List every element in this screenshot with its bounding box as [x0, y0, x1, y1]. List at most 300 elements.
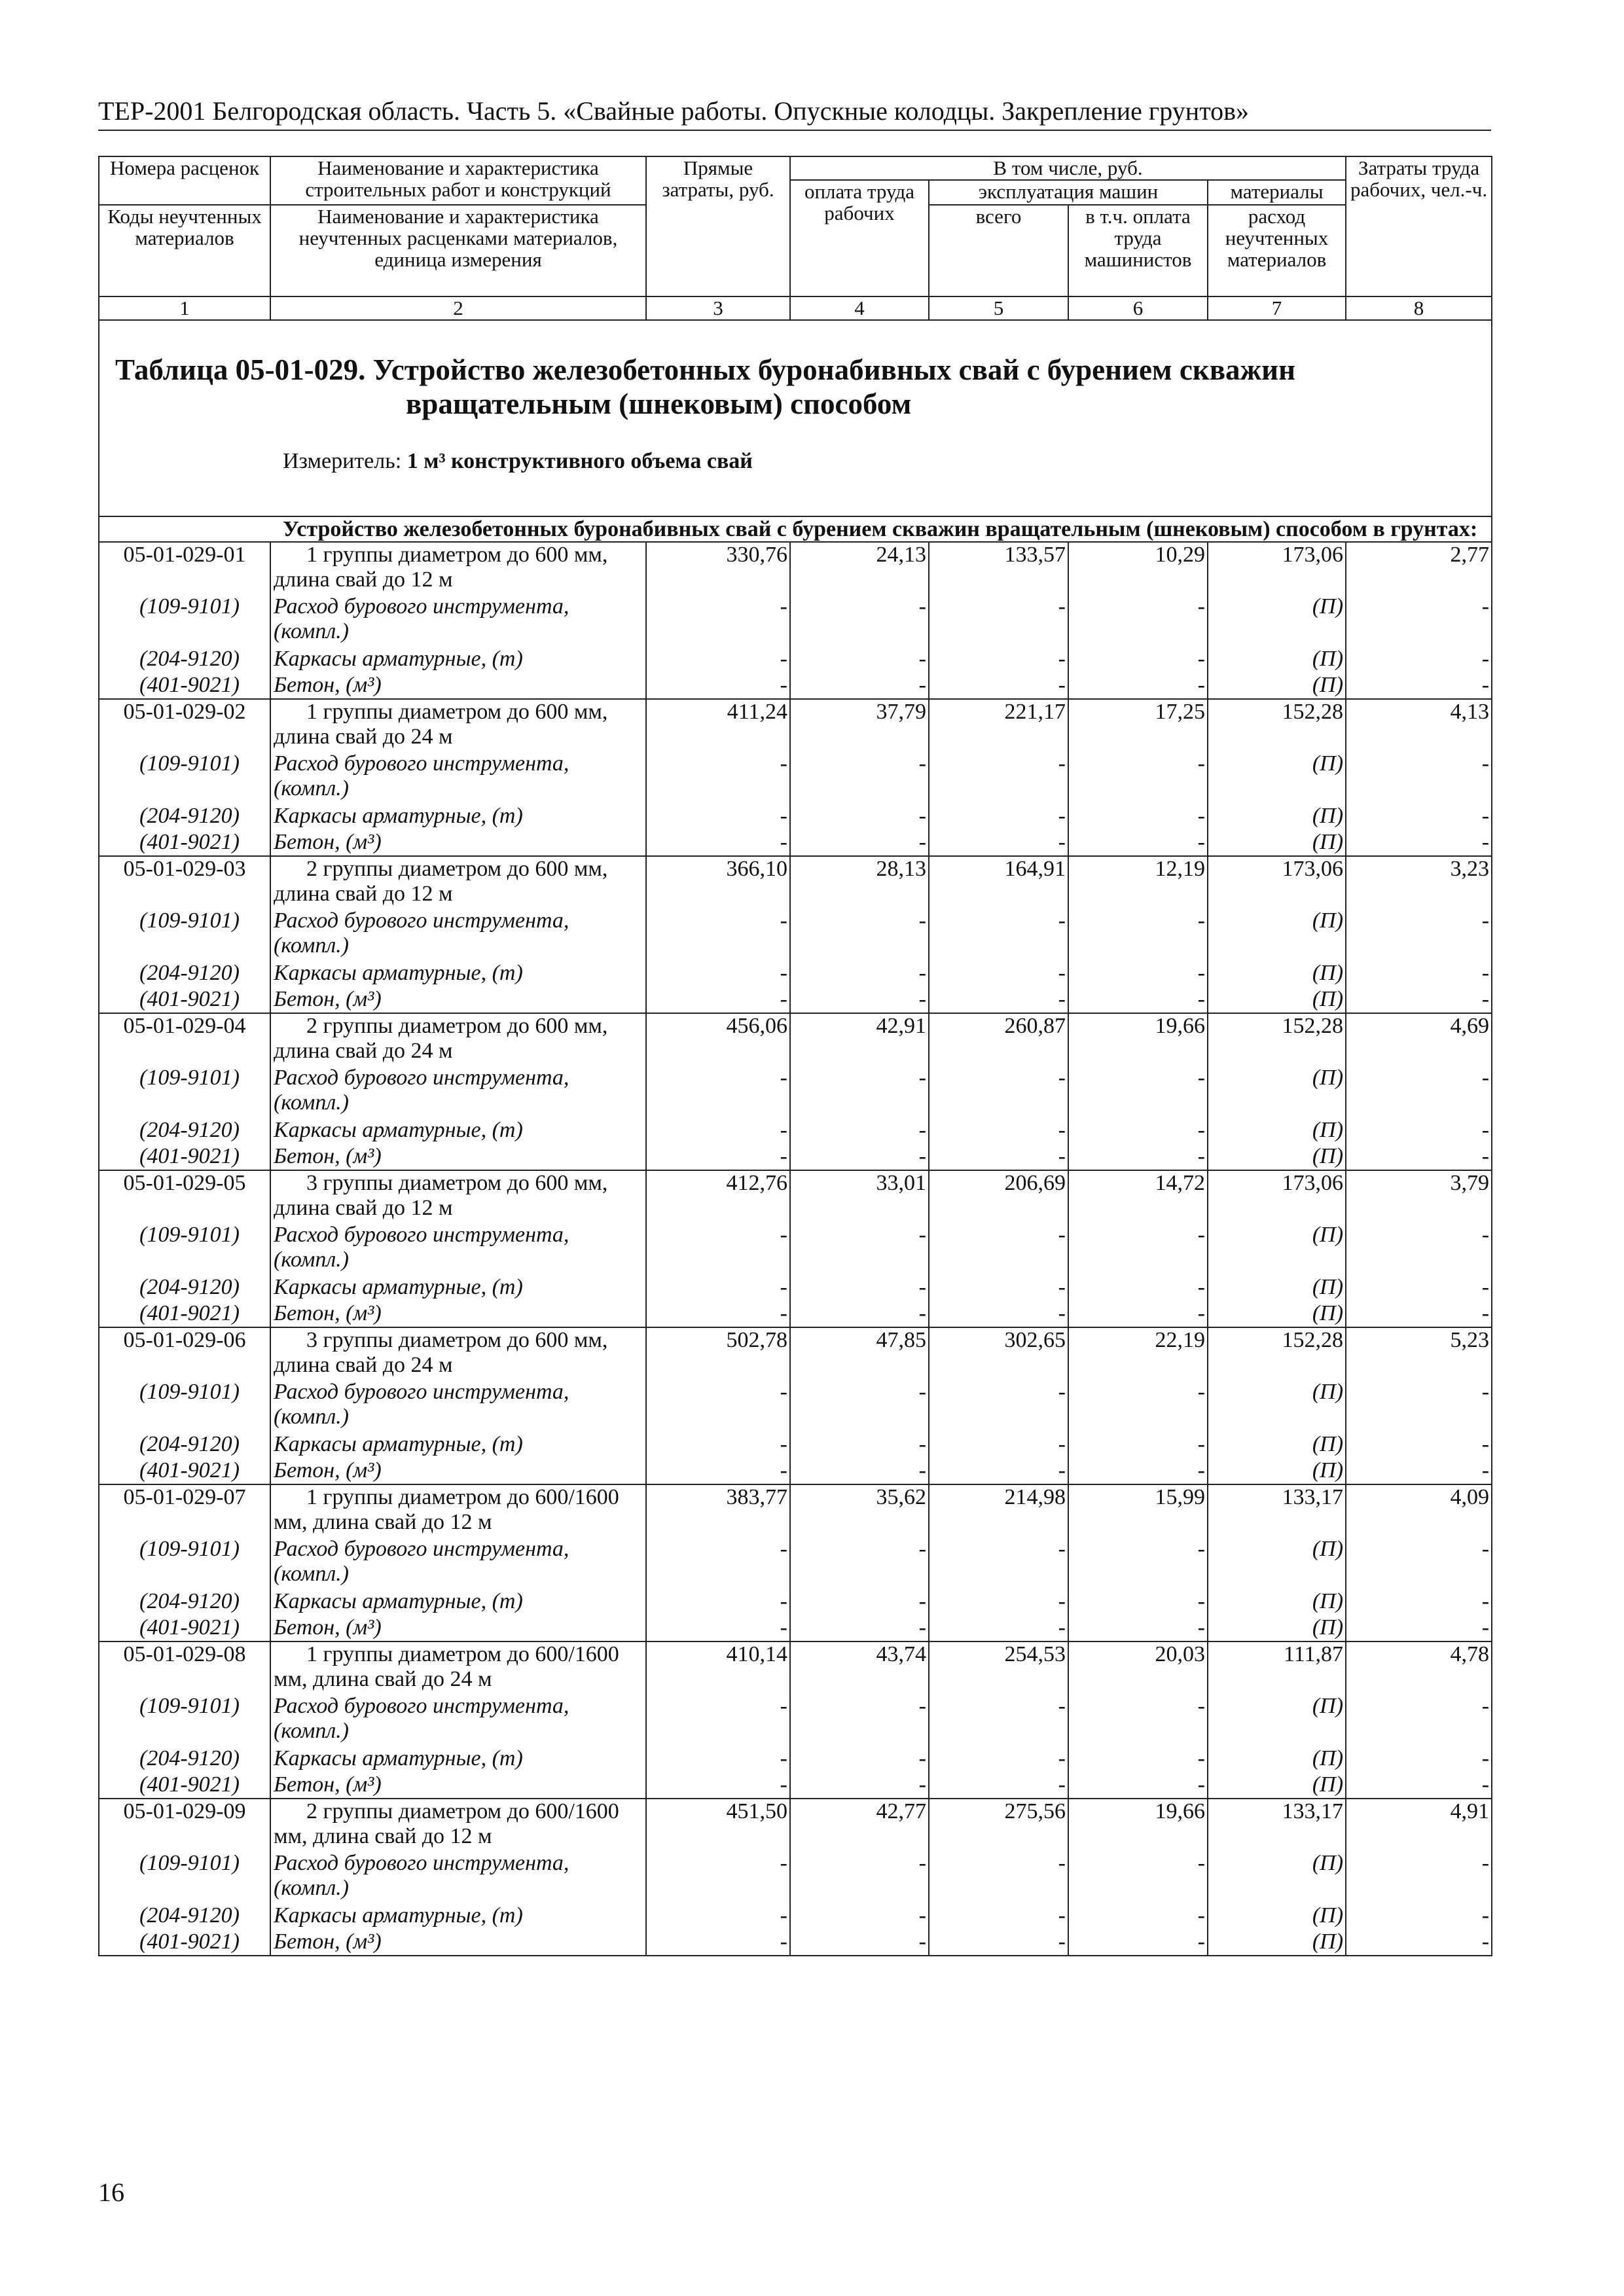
material-row	[99, 1903, 1492, 1929]
material-row	[99, 1066, 1492, 1118]
col8-header: Затраты труда рабочих, чел.-ч.	[1346, 156, 1492, 296]
material-name: Бетон, (м³)	[270, 830, 646, 856]
dash-value: -	[1346, 751, 1492, 804]
dash-value: -	[646, 1118, 790, 1144]
dash-value: -	[929, 1458, 1068, 1484]
material-code: (401-9021)	[99, 1144, 270, 1170]
dash-value: -	[929, 1066, 1068, 1118]
unaccounted-material-mark: (П)	[1208, 1746, 1346, 1772]
material-row	[99, 1301, 1492, 1327]
unaccounted-material-mark: (П)	[1208, 1223, 1346, 1275]
column-number: 4	[790, 296, 929, 320]
value-c3: 502,78	[646, 1327, 790, 1380]
value-c8: 4,69	[1346, 1013, 1492, 1066]
unaccounted-material-mark: (П)	[1208, 1694, 1346, 1746]
unaccounted-material-mark: (П)	[1208, 830, 1346, 856]
material-code: (401-9021)	[99, 987, 270, 1013]
material-code: (109-9101)	[99, 594, 270, 647]
dash-value: -	[1346, 673, 1492, 699]
dash-value: -	[1346, 647, 1492, 673]
col6-header: в т.ч. оплата труда машинистов	[1068, 205, 1208, 296]
dash-value: -	[1346, 1144, 1492, 1170]
dash-value: -	[646, 1537, 790, 1589]
col2-bottom-header: Наименование и характеристика неучтенных расценками материалов, единица измерения	[270, 205, 646, 296]
dash-value: -	[646, 1458, 790, 1484]
value-c4: 47,85	[790, 1327, 929, 1380]
material-row	[99, 987, 1492, 1013]
work-name: 2 группы диаметром до 600 мм, длина свай до 24 м	[270, 1013, 646, 1066]
value-c8: 5,23	[1346, 1327, 1492, 1380]
work-name: 1 группы диаметром до 600 мм, длина свай до 24 м	[270, 699, 646, 751]
material-name: Расход бурового инструмента, (компл.)	[270, 1537, 646, 1589]
dash-value: -	[790, 594, 929, 647]
dash-value: -	[646, 1929, 790, 1956]
dash-value: -	[929, 1851, 1068, 1903]
table-title: Таблица 05-01-029. Устройство железобетонных буронабивных свай с бурением скважин вращательным (шнековым) способом	[115, 353, 1296, 420]
unaccounted-material-mark: (П)	[1208, 751, 1346, 804]
dash-value: -	[1346, 1615, 1492, 1641]
work-name: 1 группы диаметром до 600 мм, длина свай до 12 м	[270, 542, 646, 594]
dash-value: -	[646, 1275, 790, 1301]
material-code: (109-9101)	[99, 1694, 270, 1746]
material-code: (204-9120)	[99, 647, 270, 673]
column-number: 3	[646, 296, 790, 320]
unaccounted-material-mark: (П)	[1208, 1118, 1346, 1144]
value-c5: 214,98	[929, 1484, 1068, 1537]
dash-value: -	[1068, 1223, 1208, 1275]
dash-value: -	[929, 1301, 1068, 1327]
dash-value: -	[790, 1694, 929, 1746]
value-c6: 19,66	[1068, 1799, 1208, 1851]
material-code: (401-9021)	[99, 830, 270, 856]
dash-value: -	[790, 1772, 929, 1799]
value-c4: 42,91	[790, 1013, 929, 1066]
dash-value: -	[1068, 647, 1208, 673]
dash-value: -	[790, 830, 929, 856]
unaccounted-material-mark: (П)	[1208, 1615, 1346, 1641]
dash-value: -	[929, 647, 1068, 673]
material-code: (401-9021)	[99, 673, 270, 699]
material-row	[99, 1144, 1492, 1170]
material-code: (204-9120)	[99, 1275, 270, 1301]
material-row	[99, 1929, 1492, 1956]
dash-value: -	[1068, 1615, 1208, 1641]
work-name: 2 группы диаметром до 600 мм, длина свай до 12 м	[270, 856, 646, 908]
page-number: 16	[98, 2178, 124, 2207]
dash-value: -	[929, 1537, 1068, 1589]
material-row	[99, 673, 1492, 699]
dash-value: -	[646, 1615, 790, 1641]
rate-code: 05-01-029-06	[99, 1327, 270, 1380]
material-row	[99, 961, 1492, 987]
dash-value: -	[790, 1458, 929, 1484]
material-name: Каркасы арматурные, (т)	[270, 1903, 646, 1929]
dash-value: -	[929, 1118, 1068, 1144]
unaccounted-material-mark: (П)	[1208, 647, 1346, 673]
material-row	[99, 1694, 1492, 1746]
dash-value: -	[1068, 1458, 1208, 1484]
value-c3: 366,10	[646, 856, 790, 908]
value-c5: 206,69	[929, 1170, 1068, 1223]
dash-value: -	[790, 1746, 929, 1772]
material-row	[99, 1772, 1492, 1799]
dash-value: -	[646, 673, 790, 699]
value-c4: 42,77	[790, 1799, 929, 1851]
material-name: Бетон, (м³)	[270, 1301, 646, 1327]
value-c4: 33,01	[790, 1170, 929, 1223]
value-c7: 173,06	[1208, 542, 1346, 594]
dash-value: -	[1346, 1537, 1492, 1589]
dash-value: -	[929, 908, 1068, 961]
dash-value: -	[929, 1694, 1068, 1746]
material-row	[99, 1589, 1492, 1615]
dash-value: -	[646, 961, 790, 987]
dash-value: -	[1346, 804, 1492, 830]
material-row	[99, 1223, 1492, 1275]
materials-header: материалы	[1208, 180, 1346, 205]
dash-value: -	[929, 673, 1068, 699]
material-row	[99, 1380, 1492, 1432]
table-row	[99, 542, 1492, 594]
dash-value: -	[1346, 908, 1492, 961]
value-c6: 22,19	[1068, 1327, 1208, 1380]
unaccounted-material-mark: (П)	[1208, 594, 1346, 647]
dash-value: -	[1346, 987, 1492, 1013]
material-name: Расход бурового инструмента, (компл.)	[270, 908, 646, 961]
material-name: Расход бурового инструмента, (компл.)	[270, 751, 646, 804]
dash-value: -	[646, 804, 790, 830]
material-code: (109-9101)	[99, 908, 270, 961]
dash-value: -	[1346, 1746, 1492, 1772]
unaccounted-material-mark: (П)	[1208, 1144, 1346, 1170]
value-c3: 330,76	[646, 542, 790, 594]
rate-code: 05-01-029-02	[99, 699, 270, 751]
dash-value: -	[790, 1929, 929, 1956]
dash-value: -	[1068, 1301, 1208, 1327]
dash-value: -	[790, 1223, 929, 1275]
unaccounted-material-mark: (П)	[1208, 1929, 1346, 1956]
material-name: Бетон, (м³)	[270, 987, 646, 1013]
dash-value: -	[1068, 1275, 1208, 1301]
rate-code: 05-01-029-07	[99, 1484, 270, 1537]
material-row	[99, 908, 1492, 961]
dash-value: -	[1068, 1432, 1208, 1458]
col7-header: расход неучтенных материалов	[1208, 205, 1346, 296]
material-name: Бетон, (м³)	[270, 1772, 646, 1799]
value-c5: 133,57	[929, 542, 1068, 594]
dash-value: -	[1068, 1851, 1208, 1903]
dash-value: -	[929, 1275, 1068, 1301]
dash-value: -	[790, 987, 929, 1013]
dash-value: -	[790, 1301, 929, 1327]
column-number: 8	[1346, 296, 1492, 320]
material-code: (204-9120)	[99, 1432, 270, 1458]
unaccounted-material-mark: (П)	[1208, 961, 1346, 987]
dash-value: -	[929, 987, 1068, 1013]
value-c8: 2,77	[1346, 542, 1492, 594]
material-row	[99, 830, 1492, 856]
col1-top-header: Номера расценок	[99, 156, 270, 205]
dash-value: -	[1346, 1118, 1492, 1144]
material-name: Расход бурового инструмента, (компл.)	[270, 594, 646, 647]
material-name: Бетон, (м³)	[270, 1458, 646, 1484]
rate-code: 05-01-029-09	[99, 1799, 270, 1851]
dash-value: -	[1346, 1694, 1492, 1746]
dash-value: -	[1346, 1903, 1492, 1929]
column-number: 5	[929, 296, 1068, 320]
dash-value: -	[1068, 987, 1208, 1013]
material-name: Бетон, (м³)	[270, 1929, 646, 1956]
value-c4: 43,74	[790, 1641, 929, 1694]
material-name: Каркасы арматурные, (т)	[270, 1432, 646, 1458]
table-row	[99, 1170, 1492, 1223]
material-name: Расход бурового инструмента, (компл.)	[270, 1380, 646, 1432]
col2-top-header: Наименование и характеристика строительных работ и конструкций	[270, 156, 646, 205]
material-name: Расход бурового инструмента, (компл.)	[270, 1694, 646, 1746]
dash-value: -	[646, 830, 790, 856]
dash-value: -	[790, 1432, 929, 1458]
column-number: 6	[1068, 296, 1208, 320]
material-code: (204-9120)	[99, 961, 270, 987]
material-row	[99, 804, 1492, 830]
dash-value: -	[929, 1772, 1068, 1799]
dash-value: -	[929, 1903, 1068, 1929]
work-name: 3 группы диаметром до 600 мм, длина свай до 12 м	[270, 1170, 646, 1223]
dash-value: -	[790, 961, 929, 987]
section-heading: Устройство железобетонных буронабивных свай с бурением скважин вращательным (шнековым) способом в грунтах:	[99, 516, 1492, 542]
value-c7: 173,06	[1208, 856, 1346, 908]
dash-value: -	[929, 830, 1068, 856]
rate-code: 05-01-029-03	[99, 856, 270, 908]
value-c3: 411,24	[646, 699, 790, 751]
work-name: 2 группы диаметром до 600/1600 мм, длина свай до 12 м	[270, 1799, 646, 1851]
value-c4: 24,13	[790, 542, 929, 594]
value-c5: 221,17	[929, 699, 1068, 751]
dash-value: -	[929, 1615, 1068, 1641]
dash-value: -	[1346, 1380, 1492, 1432]
material-name: Расход бурового инструмента, (компл.)	[270, 1066, 646, 1118]
dash-value: -	[1068, 1694, 1208, 1746]
material-row	[99, 1458, 1492, 1484]
material-row	[99, 1537, 1492, 1589]
value-c5: 164,91	[929, 856, 1068, 908]
header-rule	[98, 130, 1491, 131]
material-code: (204-9120)	[99, 804, 270, 830]
dash-value: -	[646, 1694, 790, 1746]
dash-value: -	[790, 1380, 929, 1432]
dash-value: -	[1068, 961, 1208, 987]
unaccounted-material-mark: (П)	[1208, 1432, 1346, 1458]
value-c6: 20,03	[1068, 1641, 1208, 1694]
dash-value: -	[929, 1432, 1068, 1458]
material-row	[99, 647, 1492, 673]
unaccounted-material-mark: (П)	[1208, 1903, 1346, 1929]
material-name: Бетон, (м³)	[270, 673, 646, 699]
dash-value: -	[929, 1223, 1068, 1275]
table-row	[99, 1013, 1492, 1066]
dash-value: -	[1068, 1380, 1208, 1432]
table-row	[99, 1641, 1492, 1694]
value-c6: 17,25	[1068, 699, 1208, 751]
material-code: (401-9021)	[99, 1301, 270, 1327]
material-code: (109-9101)	[99, 1380, 270, 1432]
dash-value: -	[790, 1118, 929, 1144]
dash-value: -	[646, 1772, 790, 1799]
material-code: (109-9101)	[99, 1851, 270, 1903]
dash-value: -	[929, 1589, 1068, 1615]
dash-value: -	[790, 1066, 929, 1118]
dash-value: -	[1068, 594, 1208, 647]
dash-value: -	[790, 673, 929, 699]
dash-value: -	[1068, 1929, 1208, 1956]
material-code: (401-9021)	[99, 1772, 270, 1799]
material-code: (204-9120)	[99, 1118, 270, 1144]
work-name: 3 группы диаметром до 600 мм, длина свай до 24 м	[270, 1327, 646, 1380]
work-name: 1 группы диаметром до 600/1600 мм, длина свай до 24 м	[270, 1641, 646, 1694]
value-c5: 260,87	[929, 1013, 1068, 1066]
value-c4: 37,79	[790, 699, 929, 751]
dash-value: -	[1068, 804, 1208, 830]
exploitation-header: эксплуатация машин	[929, 180, 1208, 205]
dash-value: -	[646, 1223, 790, 1275]
dash-value: -	[646, 1851, 790, 1903]
value-c7: 133,17	[1208, 1484, 1346, 1537]
unaccounted-material-mark: (П)	[1208, 1275, 1346, 1301]
dash-value: -	[646, 1903, 790, 1929]
dash-value: -	[1068, 1589, 1208, 1615]
table-row	[99, 1327, 1492, 1380]
group-header: В том числе, руб.	[790, 156, 1346, 180]
unaccounted-material-mark: (П)	[1208, 1589, 1346, 1615]
dash-value: -	[1346, 1929, 1492, 1956]
dash-value: -	[929, 751, 1068, 804]
material-row	[99, 1851, 1492, 1903]
material-name: Каркасы арматурные, (т)	[270, 1746, 646, 1772]
unaccounted-material-mark: (П)	[1208, 1537, 1346, 1589]
dash-value: -	[646, 1144, 790, 1170]
value-c3: 383,77	[646, 1484, 790, 1537]
dash-value: -	[646, 1746, 790, 1772]
value-c7: 173,06	[1208, 1170, 1346, 1223]
table-row	[99, 699, 1492, 751]
table-title-block	[99, 320, 1492, 516]
column-number: 1	[99, 296, 270, 320]
material-name: Бетон, (м³)	[270, 1615, 646, 1641]
dash-value: -	[646, 1301, 790, 1327]
dash-value: -	[1346, 1301, 1492, 1327]
dash-value: -	[1068, 908, 1208, 961]
unaccounted-material-mark: (П)	[1208, 1301, 1346, 1327]
meter-line: Измеритель: 1 м³ конструктивного объема свай	[283, 449, 753, 473]
value-c8: 4,78	[1346, 1641, 1492, 1694]
value-c8: 4,13	[1346, 699, 1492, 751]
value-c3: 412,76	[646, 1170, 790, 1223]
rate-code: 05-01-029-04	[99, 1013, 270, 1066]
dash-value: -	[1346, 961, 1492, 987]
value-c3: 410,14	[646, 1641, 790, 1694]
value-c6: 19,66	[1068, 1013, 1208, 1066]
material-row	[99, 1432, 1492, 1458]
dash-value: -	[790, 1851, 929, 1903]
dash-value: -	[790, 804, 929, 830]
col3-header: Прямые затраты, руб.	[646, 156, 790, 296]
material-name: Каркасы арматурные, (т)	[270, 647, 646, 673]
dash-value: -	[790, 1275, 929, 1301]
dash-value: -	[1068, 1903, 1208, 1929]
material-row	[99, 1615, 1492, 1641]
dash-value: -	[1346, 1589, 1492, 1615]
dash-value: -	[790, 908, 929, 961]
dash-value: -	[646, 1589, 790, 1615]
unaccounted-material-mark: (П)	[1208, 1066, 1346, 1118]
dash-value: -	[790, 1144, 929, 1170]
material-row	[99, 1275, 1492, 1301]
material-name: Каркасы арматурные, (т)	[270, 961, 646, 987]
material-code: (109-9101)	[99, 1223, 270, 1275]
column-number: 7	[1208, 296, 1346, 320]
dash-value: -	[790, 1537, 929, 1589]
material-row	[99, 594, 1492, 647]
dash-value: -	[1068, 673, 1208, 699]
dash-value: -	[1068, 1537, 1208, 1589]
unaccounted-material-mark: (П)	[1208, 987, 1346, 1013]
material-name: Расход бурового инструмента, (компл.)	[270, 1223, 646, 1275]
material-code: (109-9101)	[99, 1066, 270, 1118]
value-c8: 3,79	[1346, 1170, 1492, 1223]
dash-value: -	[1068, 1118, 1208, 1144]
dash-value: -	[646, 751, 790, 804]
value-c5: 275,56	[929, 1799, 1068, 1851]
dash-value: -	[1346, 1772, 1492, 1799]
dash-value: -	[1068, 830, 1208, 856]
material-row	[99, 751, 1492, 804]
col4-header: оплата труда рабочих	[790, 180, 929, 296]
value-c8: 4,91	[1346, 1799, 1492, 1851]
value-c3: 451,50	[646, 1799, 790, 1851]
dash-value: -	[1346, 1223, 1492, 1275]
table-row	[99, 1799, 1492, 1851]
dash-value: -	[1068, 1746, 1208, 1772]
running-header: ТЕР-2001 Белгородская область. Часть 5. «Свайные работы. Опускные колодцы. Закрепление грунтов»	[98, 96, 1250, 126]
dash-value: -	[790, 1903, 929, 1929]
dash-value: -	[1346, 1458, 1492, 1484]
value-c7: 152,28	[1208, 699, 1346, 751]
material-code: (401-9021)	[99, 1458, 270, 1484]
dash-value: -	[646, 1066, 790, 1118]
dash-value: -	[929, 594, 1068, 647]
unaccounted-material-mark: (П)	[1208, 1458, 1346, 1484]
value-c5: 302,65	[929, 1327, 1068, 1380]
value-c7: 152,28	[1208, 1013, 1346, 1066]
dash-value: -	[1068, 1066, 1208, 1118]
unaccounted-material-mark: (П)	[1208, 1851, 1346, 1903]
dash-value: -	[646, 1380, 790, 1432]
dash-value: -	[646, 908, 790, 961]
value-c4: 28,13	[790, 856, 929, 908]
material-code: (401-9021)	[99, 1615, 270, 1641]
value-c8: 4,09	[1346, 1484, 1492, 1537]
value-c7: 133,17	[1208, 1799, 1346, 1851]
material-code: (204-9120)	[99, 1903, 270, 1929]
dash-value: -	[1346, 1432, 1492, 1458]
dash-value: -	[1346, 594, 1492, 647]
dash-value: -	[646, 987, 790, 1013]
value-c7: 152,28	[1208, 1327, 1346, 1380]
col5-header: всего	[929, 205, 1068, 296]
dash-value: -	[929, 804, 1068, 830]
dash-value: -	[929, 1746, 1068, 1772]
dash-value: -	[1346, 830, 1492, 856]
